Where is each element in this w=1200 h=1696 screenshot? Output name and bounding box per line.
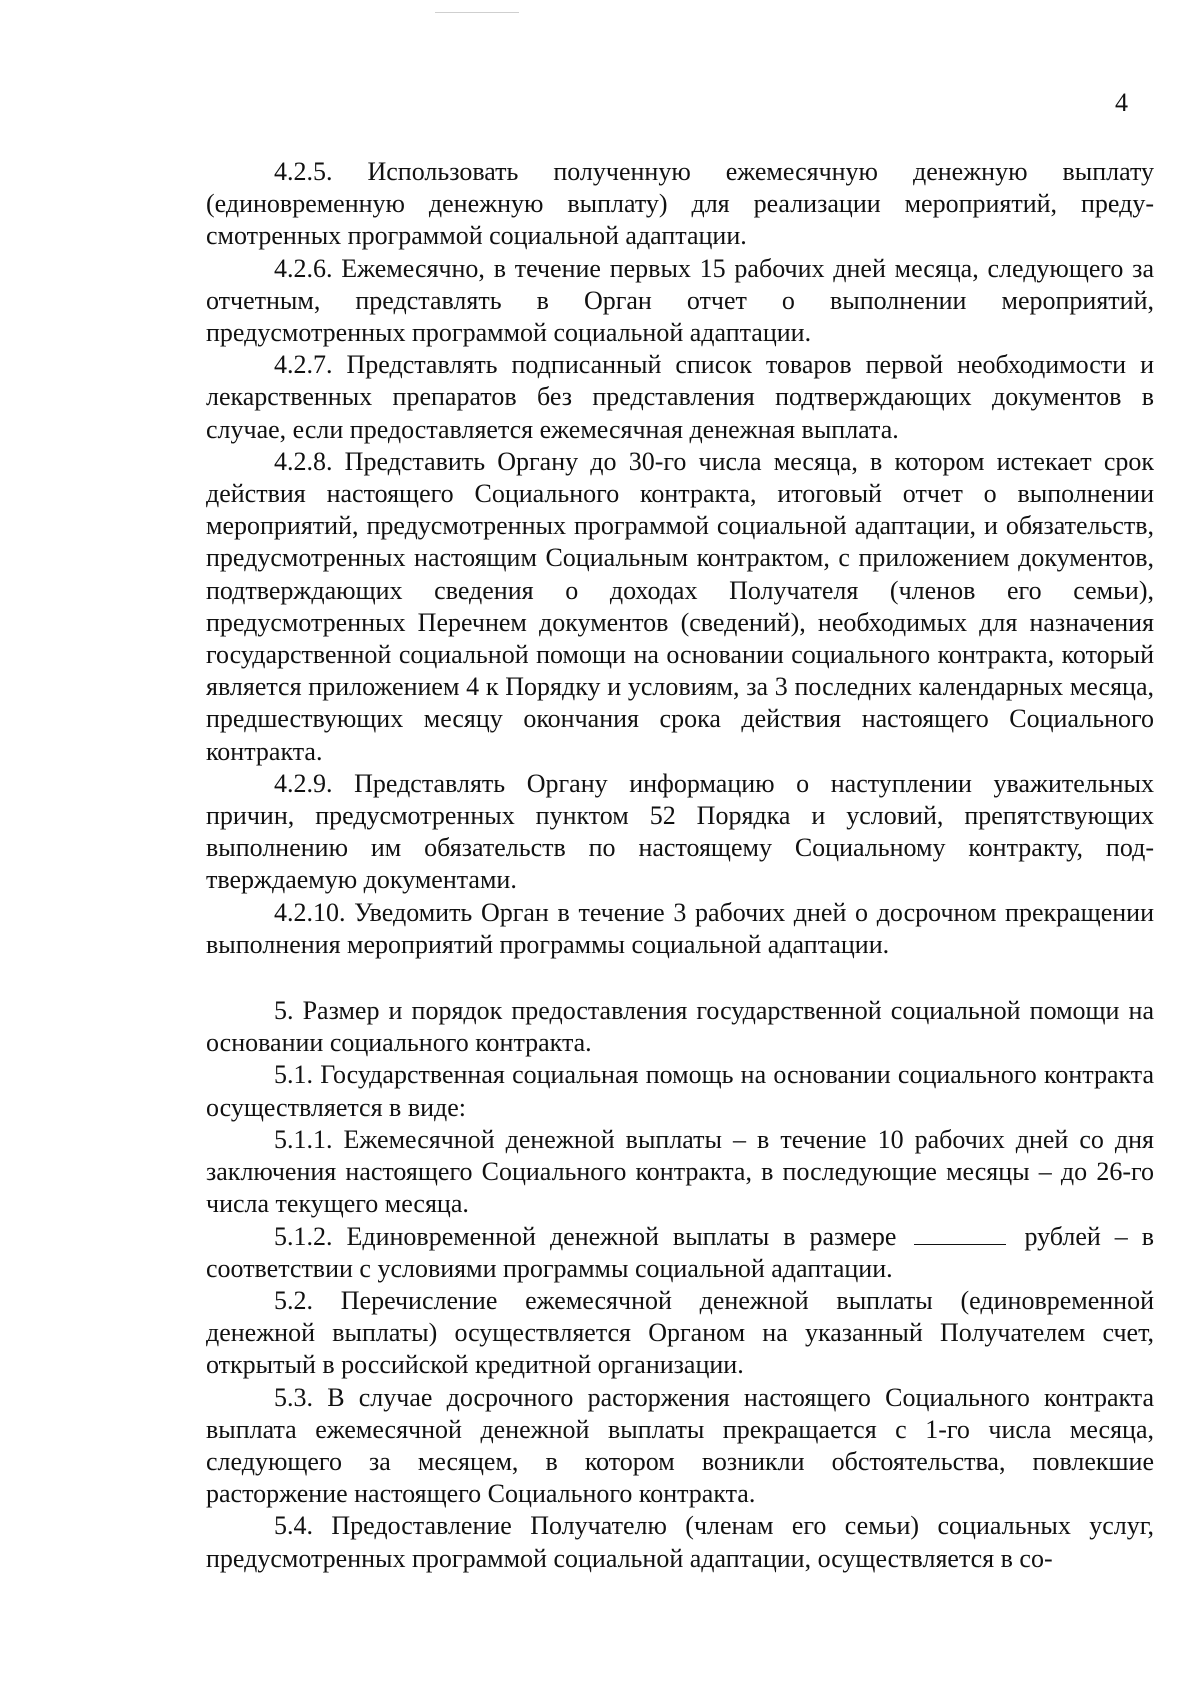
- clause-4-2-5: 4.2.5. Использовать полученную ежемесячную денежную выплату (единовременную денежную выплату) для реализации мероприятий, предусмотренных программой социальной адаптации.: [206, 157, 1154, 251]
- clause-5-1-2-text-after: рублей – в соответствии с условиями программы социальной адаптации.: [206, 1221, 1155, 1283]
- scan-artifact-line: [435, 12, 519, 13]
- clause-5-1-1: 5.1.1. Ежемесячной денежной выплаты – в течение 10 рабочих дней со дня заключения настоящего Социального контракта, в последующие месяцы – до 26-го числа текущего месяца.: [206, 1124, 1154, 1219]
- clause-5-3: 5.3. В случае досрочного расторжения настоящего Социального контракта выплата ежемесячной денежной выплаты прекращается с 1-го числа месяца, следующего за месяцем, в котором возникли обстоятельства, повлекшие расторжение настоящего Социального контракта.: [206, 1382, 1154, 1509]
- section-spacer: [206, 961, 1154, 995]
- document-body: [206, 156, 1154, 1575]
- page-number: 4: [1115, 88, 1128, 117]
- clause-4-2-6: 4.2.6. Ежемесячно, в течение первых 15 рабочих дней месяца, следующего за отчетным, представлять в Орган отчет о выполнении мероприятий, предусмотренных программой социальной адаптации.: [206, 253, 1154, 348]
- clause-4-2-8: 4.2.8. Представить Органу до 30-го числа месяца, в котором истекает срок действия настоящего Социального контракта, итоговый отчет о выполнении мероприятий, предусмотренных программой социальной адаптации, и обязательств, предусмотренных настоящим Социальным контрактом, с приложением документов, подтверждающих сведения о доходах Получателя (членов его семьи), предусмотренных Перечнем документов (сведений), необходимых для назначения государственной социальной помощи на основании социального контракта, который является приложением 4 к Порядку и условиям, за 3 последних календарных месяца, предшествующих месяцу окончания срока действия настоящего Социального контракта.: [206, 446, 1154, 766]
- clause-4-2-10: 4.2.10. Уведомить Орган в течение 3 рабочих дней о досрочном прекращении выполнения мероприятий программы социальной адаптации.: [206, 897, 1154, 959]
- clause-5-1: 5.1. Государственная социальная помощь на основании социального контракта осуществляется в виде:: [206, 1060, 1154, 1122]
- section-5-heading: 5. Размер и порядок предоставления государственной социальной помощи на основании социального контракта.: [206, 996, 1154, 1058]
- clause-5-1-2: [206, 1221, 1154, 1285]
- clause-4-2-9: 4.2.9. Представлять Органу информацию о наступлении уважительных причин, предусмотренных пунктом 52 Порядка и условий, препятствующих выполнению им обязательств по настоящему Социальному контракту, подтверждаемую документами.: [206, 768, 1154, 895]
- clause-5-4: 5.4. Предоставление Получателю (членам его семьи) социальных услуг, предусмотренных программой социальной адаптации, осуществляется в со-: [206, 1511, 1154, 1573]
- amount-blank-line: [914, 1224, 1006, 1245]
- clause-5-1-2-text-before: 5.1.2. Единовременной денежной выплаты в размере: [274, 1221, 897, 1251]
- clause-5-2: 5.2. Перечисление ежемесячной денежной выплаты (единовременной денежной выплаты) осуществляется Органом на указанный Получателем счет, открытый в российской кредитной организации.: [206, 1285, 1154, 1380]
- clause-4-2-7: 4.2.7. Представлять подписанный список товаров первой необходимости и лекарственных препаратов без представления подтверждающих документов в случае, если предоставляется ежемесячная денежная выплата.: [206, 350, 1154, 444]
